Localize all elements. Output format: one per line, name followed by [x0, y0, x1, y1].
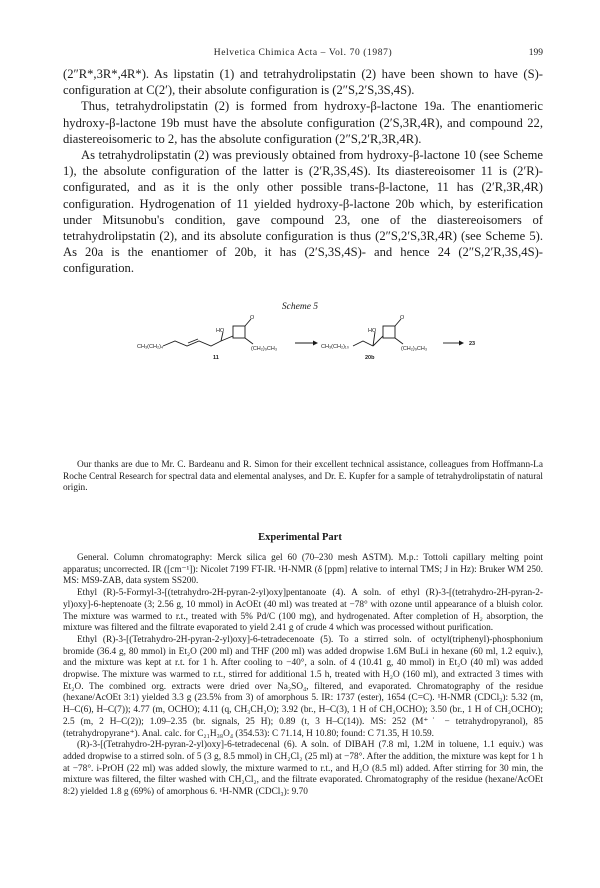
- left-carbonyl-o: O: [250, 315, 255, 321]
- paragraph: As tetrahydrolipstatin (2) was previously obtained from hydroxy-β-lactone 10 (see Scheme 1), the absolute configuration of the latter is (2′R,3S,4S). Its diastereoisomer 11 is (2′R)-configurated, and as it is the only other possible trans-β-lactone, 11 has (2′R,3R,4R) configuration. Hydrogenation of 11 yielded hydroxy-β-lactone 20b which, by esterification under Mitsunobu's condition, gave compound 23, one of the diastereoisomers of tetrahydrolipstatin (2), and its absolute configuration is thus (2″S,2′S,3R,4R) (see Scheme 5). As 20a is the enantiomer of 20b, it has (2′S,3S,4S)- and hence 24 (2″S,2′R,3S,4S)-configuration.: [63, 148, 543, 276]
- journal-title: Helvetica Chimica Acta – Vol. 70 (1987): [213, 48, 393, 58]
- paragraph: Thus, tetrahydrolipstatin (2) is formed from hydroxy-β-lactone 19a. The enantiomeric hydroxy-β-lactone 19b must have the absolute configuration (2′S,3R,4R), and compound 22, diastereoisomeric to 2, has the absolute configuration (2″S,2′R,3R,4R).: [63, 99, 543, 146]
- right-carbonyl-o: O: [400, 315, 405, 321]
- right-tail-bond: [395, 338, 403, 344]
- reaction-scheme: [135, 313, 515, 373]
- acknowledgement: Our thanks are due to Mr. C. Bardeanu and R. Simon for their excellent technical assistance, colleagues from Hoffmann-La Roche Central Research for spectral data and elemental analyses, and Dr. E. Kupfer for a sample of tetrahydrolipstatin of natural origin.: [63, 460, 543, 494]
- paragraph: (2″R*,3R*,4R*). As lipstatin (1) and tetrahydrolipstatin (2) have been shown to have (S)-configuration at C(2′), their absolute configuration is (2″S,2′S,3S,4S).: [63, 67, 543, 98]
- arrow-head: [313, 341, 318, 346]
- main-text: [63, 66, 543, 277]
- right-chain-label: CH₃(CH₂)₁₀: [321, 344, 350, 350]
- scheme-title: Scheme 5: [281, 302, 319, 312]
- left-chain-label: CH₃(CH₂)₄: [137, 344, 164, 350]
- left-chain-link: [221, 336, 233, 341]
- experimental-paragraph: Ethyl (R)-3-[(Tetrahydro-2H-pyran-2-yl)oxy]-6-tetradecenoate (5). To a stirred soln. of octyl(triphenyl)-phosphonium bromide (36.4 g, 80 mmol) in Et₂O (200 ml) and THF (200 ml) was added dropwise 1.6M BuLi in hexane (60 ml, 1.2 equiv.), and the mixture was kept at r.t. for 1 h. After cooling to −40°, a soln. of 4 (10.41 g, 40 mmol) in Et₂O (40 ml) was added dropwise. The mixture was warmed to r.t., stirred for additional 1.5 h, treated with H₂O (160 ml), and extracted 3 times with Et₂O. The combined org. extracts were dried over Na₂SO₄, filtered, and evaporated. Chromatography of the residue (hexane/AcOEt 3:1) yielded 3.3 g (23.5% from 3) of amorphous 5. IR: 1737 (ester), 1654 (C=C). ¹H-NMR (CDCl₃): 5.32 (m, H–C(6), H–C(7)); 4.77 (m, OCHO); 4.11 (q, CH₃CH₂O); 3.92 (br., H–C(3), 1 H of CH₂OCHO); 3.50 (br., 1 H of CH₂OCHO); 2.5 (m, 2 H–C(2)); 1.09–2.35 (br. signals, 25 H); 0.89 (t, 3 H–C(14)). MS: 252 (M⁺˙ − tetrahydropyranol), 85 (tetrahydropyrane⁺). Anal. calc. for C₂₁H₃₈O₄ (354.53): C 71.14, H 10.80; found: C 71.35, H 10.59.: [63, 634, 543, 739]
- left-ho-label: HO: [216, 328, 225, 334]
- experimental-text: [63, 553, 543, 799]
- right-lactone-ring: [383, 326, 395, 338]
- compound-label-11: 11: [213, 355, 219, 361]
- experimental-paragraph: Ethyl (R)-5-Formyl-3-[(tetrahydro-2H-pyran-2-yl)oxy]pentanoate (4). A soln. of ethyl (R)-3-[(tetrahydro-2H-pyran-2-yl)oxy]-6-heptenoate (3; 2.56 g, 10 mmol) in AcOEt (40 ml) was treated at −78° with ozone until appearance of a bluish color. The mixture was warmed to r.t., treated with 5% Pd/C (100 mg), and hydrogenated. After completion of H₂ absorption, the mixture was filtered and the filtrate evaporated to yield 2.41 g of crude 4 which was processed without purification.: [63, 588, 543, 634]
- experimental-paragraph: (R)-3-[(Tetrahydro-2H-pyran-2-yl)oxy]-6-tetradecenal (6). A soln. of DIBAH (7.8 ml, 1.2M in toluene, 1.1 equiv.) was added dropwise to a stirred soln. of 5 (3 g, 8.5 mmol) in CH₂Cl₂ (25 ml) at −78°. After the addition, the mixture was kept for 1 h at −78°. i-PrOH (22 ml) was added slowly, the mixture warmed to r.t., and H₂O (8.5 ml) added. After stirring for 30 min, the mixture was filtered, the filter washed with CH₂Cl₂, and the filtrate evaporated. Chromatography of the residue (hexane/AcOEt 8:2) yielded 1.8 g (69%) of amorphous 6. ¹H-NMR (CDCl₃): 9.70: [63, 740, 543, 798]
- compound-label-23: 23: [469, 341, 476, 347]
- left-tail-bond: [245, 338, 253, 344]
- left-lactone-ring: [233, 326, 245, 338]
- left-tail-label: (CH₂)₉CH₃: [251, 346, 278, 352]
- section-title: Experimental Part: [258, 532, 342, 543]
- arrow-head: [459, 341, 464, 346]
- compound-label-20b: 20b: [365, 355, 375, 361]
- right-tail-label: (CH₂)₉CH₃: [401, 346, 428, 352]
- running-header: [63, 48, 543, 62]
- page-number: 199: [528, 48, 543, 58]
- experimental-paragraph: General. Column chromatography: Merck silica gel 60 (70–230 mesh ASTM). M.p.: Tottoli capillary melting point apparatus; uncorrected. IR ([cm⁻¹]): Nicolet 7199 FT-IR. ¹H-NMR (δ [ppm] relative to internal TMS; J in Hz): Bruker WM 250. MS: MS9-ZAB, data system SS200.: [63, 553, 543, 587]
- right-chain: [353, 341, 373, 346]
- right-ho-label: HO: [368, 328, 377, 334]
